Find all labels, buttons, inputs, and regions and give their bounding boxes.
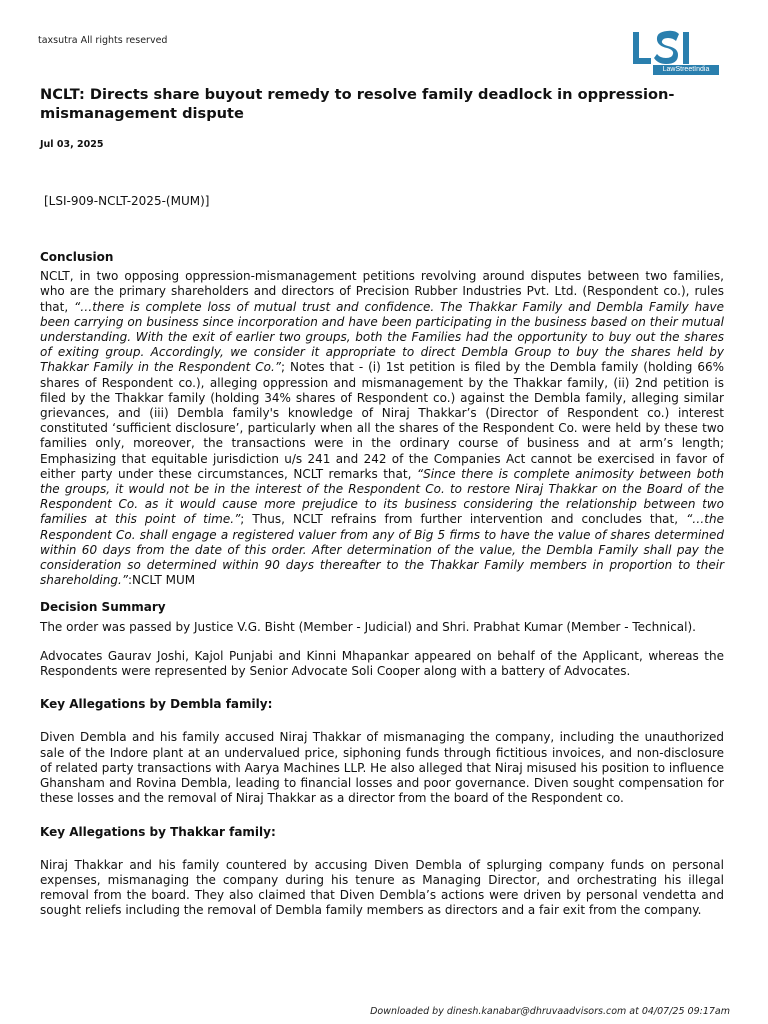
download-footer: Downloaded by dinesh.kanabar@dhruvaadvisors.com at 04/07/25 09:17am (370, 1006, 730, 1017)
article-title: NCLT: Directs share buyout remedy to resolve family deadlock in oppression-mismanagement dispute (40, 86, 675, 122)
conclusion-quote-1: “…there is complete loss of mutual trust and confidence. The Thakkar Family and Dembla Family have been carrying on business since incorporation and have been participating in the business based on their mutual understanding. With the exit of earlier two groups, both the Families had the opportunity to buy out the shares of exiting group. Accordingly, we consider it appropriate to direct Dembla Group to buy the shares held by Thakkar Family in the Respondent Co.” (40, 299, 725, 375)
decision-paragraph-1: The order was passed by Justice V.G. Bisht (Member - Judicial) and Shri. Prabhat Kumar (Member - Technical). (40, 619, 696, 634)
logo-letter-s (654, 31, 679, 64)
dembla-allegations-paragraph: Diven Dembla and his family accused Niraj Thakkar of mismanaging the company, including the unauthorized sale of the Indore plant at an undervalued price, siphoning funds through fictitious invoices, and non-disclosure of related party transactions with Aarya Machines LLP. He also alleged that Niraj misused his position to influence Ghansham and Rovina Dembla, leading to financial losses and poor governance. Diven sought compensation for these losses and the removal of Niraj Thakkar as a director from the board of the Respondent co. (40, 730, 724, 806)
logo-tagline: LawStreetIndia (653, 65, 719, 75)
decision-summary-heading: Decision Summary (40, 600, 166, 615)
conclusion-paragraph (40, 269, 724, 588)
copyright-notice: taxsutra All rights reserved (38, 35, 168, 46)
article-body (40, 250, 724, 919)
thakkar-allegations-heading: Key Allegations by Thakkar family: (40, 824, 276, 839)
conclusion-text-1: NCLT, in two opposing oppression-mismanagement petitions revolving around disputes between two families, who are the primary shareholders and directors of Precision Rubber Industries Pvt. Ltd. (Respondent co.), rules that, (40, 269, 724, 314)
conclusion-quote-3: “…the Respondent Co. shall engage a registered valuer from any of Big 5 firms to have the value of shares determined within 60 days from the date of this order. After determination of the value, the Dembla Family shall pay the consideration so determined within 90 days thereafter to the Thakkar Family members in proportion to their shareholding.” (40, 512, 724, 588)
logo-letter-i (683, 32, 689, 64)
conclusion-text-3: ; Thus, NCLT refrains from further intervention and concludes that, (240, 512, 687, 527)
logo-letter-l (633, 32, 651, 64)
article-date: Jul 03, 2025 (40, 139, 104, 150)
conclusion-heading: Conclusion (40, 250, 114, 264)
conclusion-text-2: ; Notes that - (i) 1st petition is filed by the Dembla family (holding 66% shares of Respondent co.), alleging oppression and mismanagement by the Thakkar family, (ii) 2nd petition is filed by the Thakkar family (holding 34% shares of Respondent co.) against the Dembla family, alleging similar grievances, and (iii) Dembla family's knowledge of Niraj Thakkar’s (Director of Respondent co.) interest constituted ‘sufficient disclosure’, particularly when all the shares of the Respondent Co. were held by these two families only, moreover, the transactions were in the ordinary course of business and at arm’s length; Emphasizing that equitable jurisdiction u/s 241 and 242 of the Companies Act cannot be exercised in favor of either party under these circumstances, NCLT remarks that, (40, 360, 724, 481)
dembla-allegations-heading: Key Allegations by Dembla family: (40, 697, 273, 712)
conclusion-quote-2: “Since there is complete animosity between both the groups, it would not be in the interest of the Respondent Co. to restore Niraj Thakkar on the Board of the Respondent Co. as it would cause more prejudice to its business considering the relationship between two families at this point of time.” (40, 466, 724, 527)
decision-paragraph-2: Advocates Gaurav Joshi, Kajol Punjabi and Kinni Mhapankar appeared on behalf of the Applicant, whereas the Respondents were represented by Senior Advocate Soli Cooper along with a battery of Advocates. (40, 648, 724, 679)
thakkar-allegations-paragraph: Niraj Thakkar and his family countered by accusing Diven Dembla of splurging company funds on personal expenses, mismanaging the company during his tenure as Managing Director, and orchestrating his illegal removal from the board. They also claimed that Diven Dembla’s actions were driven by personal vendetta and sought reliefs including the removal of Dembla family members as directors and a fair exit from the company. (40, 857, 724, 918)
case-citation: [LSI-909-NCLT-2025-(MUM)] (44, 194, 210, 208)
conclusion-text-4: :NCLT MUM (128, 573, 196, 588)
